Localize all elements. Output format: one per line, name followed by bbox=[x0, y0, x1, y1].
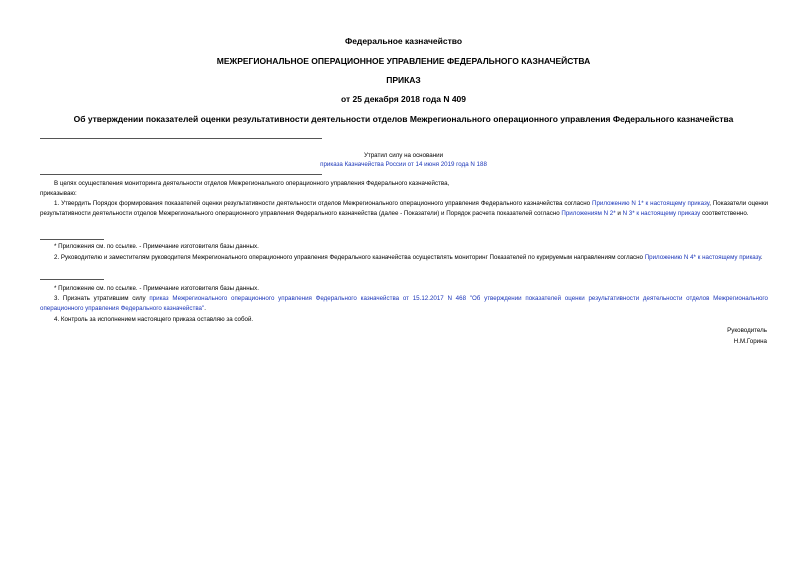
document-date-number: от 25 декабря 2018 года N 409 bbox=[340, 94, 467, 104]
divider bbox=[40, 138, 322, 139]
repealed-order-link[interactable]: приказ Межрегионального операционного управления Федерального казначейства от 15.12.2017 N 468 "Об утверждении показателей оценки результативности деятельности отделов Межрегионального операционного управления Федерального казначейства" bbox=[40, 295, 768, 312]
footnote-1: * Приложения см. по ссылке. - Примечание изготовителя базы данных. bbox=[54, 243, 259, 250]
paragraph-3-text: 3. Признать утратившим силу bbox=[54, 295, 146, 302]
paragraph-1-text: 1. Утвердить Порядок формирования показателей оценки результативности деятельности отделов Межрегионального операционного управления Федерального казначейства согласно bbox=[54, 200, 591, 207]
appendix-4-link[interactable]: Приложению N 4* к настоящему приказу bbox=[644, 254, 761, 261]
document-title: Об утверждении показателей оценки результативности деятельности отделов Межрегионального операционного управления Федерального казначейства bbox=[73, 114, 734, 124]
footnote-divider bbox=[40, 239, 104, 240]
agency-name: Федеральное казначейство bbox=[344, 36, 463, 46]
paragraph-4: 4. Контроль за исполнением настоящего приказа оставляю за собой. bbox=[54, 316, 254, 323]
appendix-2-link[interactable]: Приложениям N 2* bbox=[561, 209, 616, 217]
paragraph-1 bbox=[40, 199, 768, 218]
paragraph-3-end: . bbox=[204, 304, 206, 312]
paragraph-3 bbox=[40, 294, 768, 313]
paragraph-1-and: и bbox=[617, 209, 621, 217]
status-note-link[interactable]: приказа Казначейства России от 14 июня 2019 года N 188 bbox=[320, 161, 487, 168]
department-name: МЕЖРЕГИОНАЛЬНОЕ ОПЕРАЦИОННОЕ УПРАВЛЕНИЕ ФЕДЕРАЛЬНОГО КАЗНАЧЕЙСТВА bbox=[216, 56, 591, 66]
preamble: В целях осуществления мониторинга деятельности отделов Межрегионального операционного управления Федерального казначейства, bbox=[54, 180, 450, 187]
appendix-3-link[interactable]: N 3* к настоящему приказу bbox=[622, 209, 701, 217]
status-note-text: Утратил силу на основании bbox=[363, 152, 444, 159]
signature-role: Руководитель bbox=[727, 327, 767, 334]
paragraph-2 bbox=[40, 253, 768, 263]
paragraph-1-text-c: соответственно. bbox=[701, 209, 749, 217]
signature-name: Н.М.Горина bbox=[733, 338, 767, 345]
paragraph-1-text-b: , Показатели оценки результативности деятельности отделов Межрегионального операционного управления Федерального казначейства (далее - Показатели) и Порядок расчета показателей согласно bbox=[40, 200, 769, 217]
appendix-1-link[interactable]: Приложению N 1* к настоящему приказу bbox=[592, 200, 710, 207]
document-type: ПРИКАЗ bbox=[386, 75, 421, 85]
status-note-wrap bbox=[0, 160, 807, 169]
paragraph-2-text: 2. Руководителю и заместителям руководителя Межрегионального операционного управления Федерального казначейства осуществлять мониторинг Показателей по курируемым направлениям согласно bbox=[54, 254, 643, 261]
divider bbox=[40, 174, 322, 175]
footnote-divider bbox=[40, 279, 104, 280]
footnote-2: * Приложение см. по ссылке. - Примечание изготовителя базы данных. bbox=[54, 285, 259, 292]
paragraph-2-end: . bbox=[760, 254, 763, 261]
order-word: приказываю: bbox=[40, 190, 77, 197]
